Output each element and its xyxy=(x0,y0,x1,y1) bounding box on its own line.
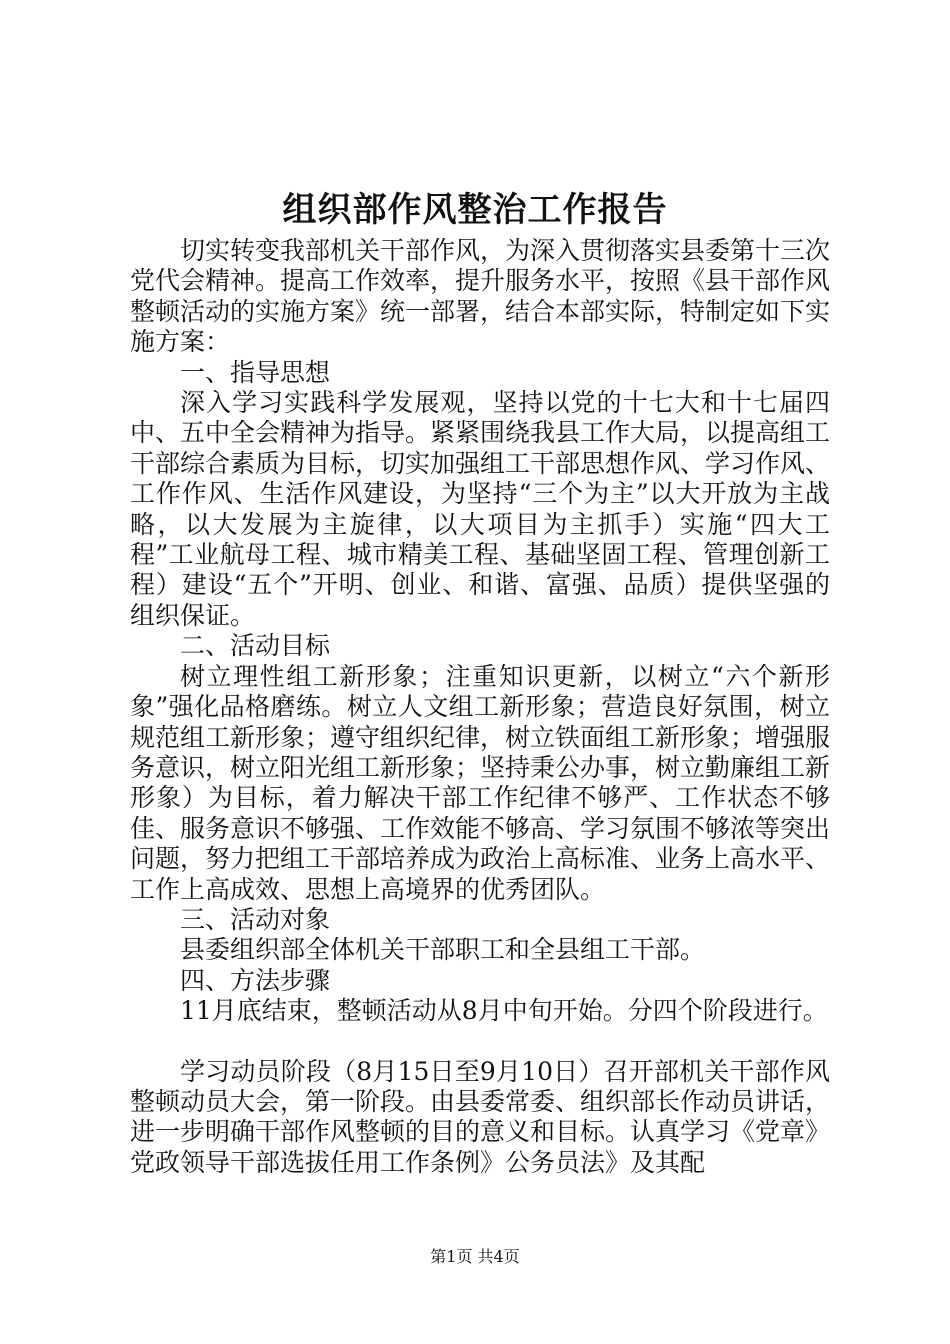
document-body xyxy=(130,236,830,1178)
page-footer: 第1页 共4页 xyxy=(430,1247,520,1266)
paragraph-intro: 切实转变我部机关干部作风，为深入贯彻落实县委第十三次党代会精神。提高工作效率，提升服务水平，按照《县干部作风整顿活动的实施方案》统一部署，结合本部实际，特制定如下实施方案： xyxy=(130,236,831,357)
paragraph-activity-goals: 树立理性组工新形象；注重知识更新，以树立“六个新形象”强化品格磨练。树立人文组工新形象；营造良好氛围，树立规范组工新形象；遵守组织纪律，树立铁面组工新形象；增强服务意识，树立阳光组工新形象；坚持秉公办事，树立勤廉组工新形象）为目标，着力解决干部工作纪律不够严、工作状态不够佳、服务意识不够强、工作效能不够高、学习氛围不够浓等突出问题，努力把组工干部培养成为政治上高标准、业务上高水平、工作上高成效、思想上高境界的优秀团队。 xyxy=(130,661,831,904)
paragraph-activity-targets: 县委组织部全体机关干部职工和全县组工干部。 xyxy=(180,935,706,965)
document-title: 组织部作风整治工作报告 xyxy=(282,190,668,230)
paragraph-study-phase: 学习动员阶段（8月15日至9月10日）召开部机关干部作风整顿动员大会，第一阶段。由县委常委、组织部长作动员讲话，进一步明确干部作风整顿的目的意义和目标。认真学习《党章》党政领导干部选拔任用工作条例》公务员法》及其配 xyxy=(130,1056,831,1177)
section-heading-activity-targets: 三、活动对象 xyxy=(180,904,331,934)
paragraph-method-steps: 11月底结束，整顿活动从8月中旬开始。分四个阶段进行。 xyxy=(180,996,828,1026)
section-heading-guiding-thought: 一、指导思想 xyxy=(180,357,331,387)
section-heading-activity-goals: 二、活动目标 xyxy=(180,631,331,661)
paragraph-guiding-thought: 深入学习实践科学发展观，坚持以党的十七大和十七届四中、五中全会精神为指导。紧紧围绕我县工作大局，以提高组工干部综合素质为目标，切实加强组工干部思想作风、学习作风、工作作风、生活作风建设，为坚持“三个为主”以大开放为主战略，以大发展为主旋律，以大项目为主抓手）实施“四大工程”工业航母工程、城市精美工程、基础坚固工程、管理创新工程）建设“五个”开明、创业、和谐、富强、品质）提供坚强的组织保证。 xyxy=(130,388,831,630)
section-heading-method-steps: 四、方法步骤 xyxy=(180,965,331,995)
